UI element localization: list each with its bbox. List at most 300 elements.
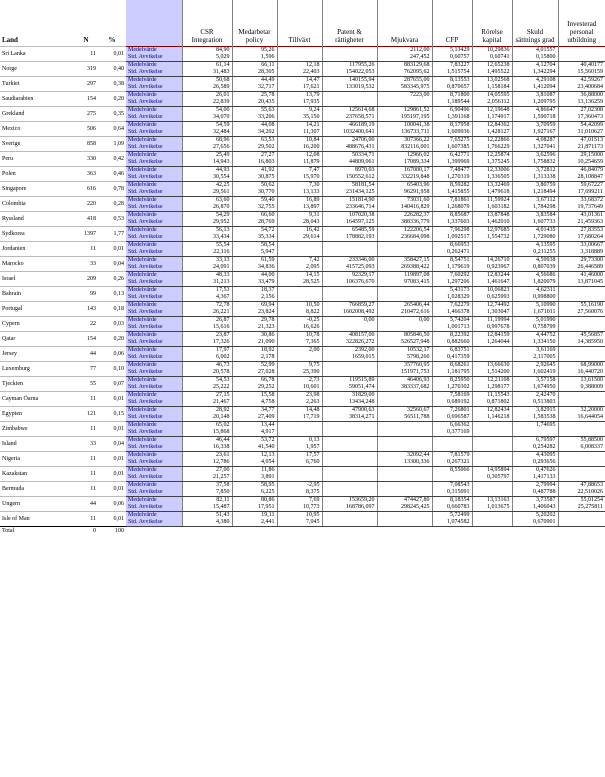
country-percent: 0,01	[98, 512, 126, 527]
value-cell: 5,029	[182, 54, 232, 62]
value-cell: 14,47	[277, 77, 322, 85]
value-cell: 13,133	[277, 189, 322, 197]
value-cell: 4,62311	[512, 287, 558, 295]
value-cell: 1,609936	[432, 129, 472, 137]
value-cell	[277, 249, 322, 257]
value-cell: 136733,711	[377, 129, 432, 137]
country-n: 220	[74, 197, 98, 212]
value-cell	[558, 467, 605, 475]
value-cell: 25,49	[182, 152, 232, 160]
country-name: Tjeckien	[0, 377, 74, 392]
header-rorelse: Rörelse kapital	[472, 0, 512, 47]
value-cell: 2,056112	[472, 99, 512, 107]
value-cell: 11,879	[277, 159, 322, 167]
value-cell: 29,252	[232, 384, 277, 392]
value-cell: 20,578	[182, 369, 232, 377]
country-n: 209	[74, 272, 98, 287]
value-cell: 4,367	[182, 294, 232, 302]
country-n: 33	[74, 257, 98, 272]
value-cell: 357760,95	[377, 362, 432, 370]
value-cell	[322, 512, 377, 520]
stat-label-mean: Medelvärde	[126, 482, 182, 490]
stat-label-mean: Medelvärde	[126, 272, 182, 280]
table-row	[0, 512, 605, 520]
value-cell: 48,33	[182, 272, 232, 280]
value-cell: 3,82915	[512, 407, 558, 415]
value-cell: 0,60757	[432, 54, 472, 62]
stat-label-mean: Medelvärde	[126, 77, 182, 85]
value-cell: 236684,098	[377, 234, 432, 242]
value-cell	[558, 429, 605, 437]
value-cell	[558, 294, 605, 302]
value-cell: 4,917	[232, 429, 277, 437]
value-cell: 44,08	[232, 122, 277, 130]
value-cell: 13,87848	[472, 212, 512, 220]
value-cell: 1,957	[277, 444, 322, 452]
stat-label-mean: Medelvärde	[126, 467, 182, 475]
country-n: 11	[74, 467, 98, 482]
value-cell: 15,616	[182, 324, 232, 332]
value-cell: 11,59924	[472, 197, 512, 205]
value-cell	[377, 242, 432, 250]
value-cell: 12,84159	[472, 332, 512, 340]
value-cell	[277, 467, 322, 475]
value-cell: 4,01435	[512, 227, 558, 235]
value-cell: 27,02308	[558, 107, 605, 115]
value-cell: 42,59267	[558, 77, 605, 85]
value-cell: 17,360473	[558, 114, 605, 122]
value-cell	[558, 47, 605, 55]
country-name: Singapore	[0, 182, 74, 197]
value-cell: 82,11	[182, 497, 232, 505]
value-cell: 43,01361	[558, 212, 605, 220]
value-cell: 55,88500	[558, 437, 605, 445]
value-cell: 69,94	[232, 302, 277, 310]
value-cell: 12,74492	[472, 302, 512, 310]
value-cell	[558, 512, 605, 520]
value-cell: 1,174917	[472, 114, 512, 122]
stat-label-std: Std. Avvikelse	[126, 129, 182, 137]
value-cell	[322, 437, 377, 445]
stat-label-mean: Medelvärde	[126, 452, 182, 460]
value-cell: 27,83553	[558, 227, 605, 235]
value-cell: 32,20000	[558, 407, 605, 415]
value-cell: 55,54	[182, 242, 232, 250]
value-cell: 3,318889	[558, 249, 605, 257]
value-cell: 17,719	[277, 414, 322, 422]
value-cell: 32560,67	[377, 407, 432, 415]
value-cell: 154022,053	[322, 69, 377, 77]
value-cell: 6,760	[277, 459, 322, 467]
value-cell: 1,415855	[432, 189, 472, 197]
value-cell	[377, 474, 432, 482]
value-cell: 34,202	[232, 129, 277, 137]
value-cell: 58,54	[232, 242, 277, 250]
value-cell: 1,74695	[512, 422, 558, 430]
value-cell: 17,53	[182, 287, 232, 295]
value-cell: 95,26	[232, 47, 277, 55]
value-cell: 14,05595	[472, 92, 512, 100]
value-cell: 4,01557	[512, 47, 558, 55]
stat-label-std: Std. Avvikelse	[126, 294, 182, 302]
value-cell: 210472,616	[377, 309, 432, 317]
value-cell: 1,927167	[512, 129, 558, 137]
value-cell: 7,65275	[432, 137, 472, 145]
value-cell: 34,836	[232, 264, 277, 272]
stat-label-std: Std. Avvikelse	[126, 459, 182, 467]
value-cell: 5,20202	[512, 512, 558, 520]
value-cell: 766859,27	[322, 302, 377, 310]
value-cell: 47,01513	[558, 137, 605, 145]
value-cell: 8,71800	[432, 92, 472, 100]
country-n: 143	[74, 302, 98, 317]
value-cell: 18,37	[232, 287, 277, 295]
value-cell: 7,60292	[432, 272, 472, 280]
value-cell: 168786,097	[322, 504, 377, 512]
value-cell: 10,773	[277, 504, 322, 512]
value-cell: 27,00	[182, 467, 232, 475]
value-cell: 8,17958	[432, 122, 472, 130]
value-cell: 44,93	[182, 167, 232, 175]
stat-label-std: Std. Avvikelse	[126, 354, 182, 362]
value-cell: 151814,90	[322, 197, 377, 205]
value-cell	[377, 437, 432, 445]
value-cell: 1,766229	[472, 144, 512, 152]
value-cell	[322, 467, 377, 475]
value-cell: 19,737649	[558, 204, 605, 212]
value-cell: 7,045	[277, 519, 322, 527]
country-n: 363	[74, 167, 98, 182]
value-cell: 4,59938	[512, 257, 558, 265]
value-cell: 14,26710	[472, 257, 512, 265]
value-cell	[322, 489, 377, 497]
value-cell: 12,22866	[472, 137, 512, 145]
value-cell: 30,86	[232, 332, 277, 340]
stat-label-std: Std. Avvikelse	[126, 144, 182, 152]
value-cell: 7,81579	[432, 452, 472, 460]
value-cell: 0,998800	[512, 294, 558, 302]
table-row	[0, 407, 605, 415]
value-cell: 32,755	[232, 204, 277, 212]
value-cell: 63,60	[182, 197, 232, 205]
value-cell: 68,96	[182, 137, 232, 145]
value-cell: 2,92645	[512, 362, 558, 370]
value-cell: 8,25950	[432, 377, 472, 385]
value-cell: 14,943	[182, 159, 232, 167]
value-cell: 6,90496	[432, 107, 472, 115]
value-cell: 0,997678	[472, 324, 512, 332]
value-cell: 1,218494	[512, 189, 558, 197]
value-cell	[322, 482, 377, 490]
value-cell: 2,156	[232, 294, 277, 302]
value-cell: 1,303047	[472, 309, 512, 317]
value-cell: 13434,248	[322, 399, 377, 407]
value-cell: 63,53	[232, 137, 277, 145]
value-cell	[322, 429, 377, 437]
value-cell: 1,146218	[472, 414, 512, 422]
value-cell: 119515,89	[322, 377, 377, 385]
value-cell	[472, 519, 512, 527]
value-cell: 21,871173	[558, 144, 605, 152]
value-cell	[377, 429, 432, 437]
value-cell	[322, 362, 377, 370]
value-cell: 33,68372	[558, 197, 605, 205]
value-cell: 10,78	[277, 332, 322, 340]
value-cell: 20,435	[232, 99, 277, 107]
country-name: Egypten	[0, 407, 74, 422]
value-cell: 13300,336	[377, 459, 432, 467]
value-cell: 16,42	[277, 227, 322, 235]
stat-label-std: Std. Avvikelse	[126, 444, 182, 452]
value-cell: 33,00667	[558, 242, 605, 250]
country-percent: 0,01	[98, 47, 126, 62]
value-cell	[472, 512, 512, 520]
value-cell: 233346,00	[322, 257, 377, 265]
value-cell: 167000,17	[377, 167, 432, 175]
value-cell: 1,074582	[432, 519, 472, 527]
stat-label-mean: Medelvärde	[126, 422, 182, 430]
value-cell: -0,25	[277, 317, 322, 325]
stat-label-std: Std. Avvikelse	[126, 369, 182, 377]
value-cell	[377, 392, 432, 400]
country-name: Marocko	[0, 257, 74, 272]
value-cell: 2,73	[277, 377, 322, 385]
value-cell: 0,15800	[512, 54, 558, 62]
value-cell	[377, 482, 432, 490]
stat-label-std: Std. Avvikelse	[126, 249, 182, 257]
value-cell: 1,268079	[432, 204, 472, 212]
value-cell: 26,589	[182, 84, 232, 92]
value-cell: 21,257	[182, 474, 232, 482]
value-cell: 5,10990	[512, 302, 558, 310]
value-cell: 526527,948	[377, 339, 432, 347]
country-n: 11	[74, 512, 98, 527]
value-cell: 20,148	[182, 414, 232, 422]
value-cell: 233646,714	[322, 204, 377, 212]
value-cell: 1,209795	[512, 99, 558, 107]
value-cell: 13,02568	[472, 77, 512, 85]
stat-label-std: Std. Avvikelse	[126, 489, 182, 497]
value-cell: 44,49	[232, 77, 277, 85]
value-cell: 22,116	[182, 249, 232, 257]
value-cell: 0,254282	[512, 444, 558, 452]
stat-label-mean: Medelvärde	[126, 152, 182, 160]
value-cell: 298245,425	[377, 504, 432, 512]
value-cell: 59,67227	[558, 182, 605, 190]
country-percent: 0,10	[98, 362, 126, 377]
country-n: 297	[74, 77, 98, 92]
value-cell: 1,479618	[472, 189, 512, 197]
country-percent: 0,01	[98, 482, 126, 497]
stat-label-mean: Medelvärde	[126, 167, 182, 175]
value-cell: 28,043	[277, 219, 322, 227]
value-cell: 117955,26	[322, 62, 377, 70]
value-cell: 10,06823	[472, 287, 512, 295]
value-cell: 1,179619	[432, 264, 472, 272]
value-cell: 0,60741	[472, 54, 512, 62]
value-cell: 1,515754	[432, 69, 472, 77]
table-row	[0, 182, 605, 190]
value-cell: 12,65238	[472, 62, 512, 70]
value-cell: 762095,62	[377, 69, 432, 77]
value-cell	[322, 324, 377, 332]
value-cell: 805846,50	[377, 332, 432, 340]
value-cell: 474427,80	[377, 497, 432, 505]
value-cell: 52,99	[232, 362, 277, 370]
stat-label-mean: Medelvärde	[126, 47, 182, 55]
value-cell: 21,459363	[558, 219, 605, 227]
value-cell: 54,72	[232, 227, 277, 235]
value-cell: 54,00	[182, 107, 232, 115]
value-cell: 29,73300	[558, 257, 605, 265]
country-percent: 0,01	[98, 452, 126, 467]
value-cell: 28,108847	[558, 174, 605, 182]
value-cell: 31,213	[182, 279, 232, 287]
value-cell: 1602008,492	[322, 309, 377, 317]
value-cell: 1,013675	[472, 504, 512, 512]
table-row	[0, 467, 605, 475]
value-cell: 1,674950	[512, 384, 558, 392]
value-cell	[322, 369, 377, 377]
stat-label-std: Std. Avvikelse	[126, 159, 182, 167]
value-cell: 17,97	[182, 347, 232, 355]
value-cell	[472, 437, 512, 445]
value-cell: 10,84	[277, 137, 322, 145]
table-row	[0, 497, 605, 505]
country-n: 11	[74, 482, 98, 497]
value-cell: 12,18	[277, 62, 322, 70]
country-n: 77	[74, 362, 98, 377]
value-cell: 125614,68	[322, 107, 377, 115]
value-cell: 6,225	[232, 489, 277, 497]
table-row	[0, 452, 605, 460]
value-cell	[558, 452, 605, 460]
country-name: Jordanien	[0, 242, 74, 257]
value-cell: 16,89	[277, 197, 322, 205]
stat-label-std: Std. Avvikelse	[126, 324, 182, 332]
value-cell: 0,670901	[512, 519, 558, 527]
country-percent: 0,64	[98, 122, 126, 137]
value-cell: 96291,958	[377, 189, 432, 197]
header-row	[0, 0, 605, 47]
value-cell	[432, 444, 472, 452]
value-cell: 119897,08	[377, 272, 432, 280]
stat-label-mean: Medelvärde	[126, 107, 182, 115]
value-cell: 4,08287	[512, 137, 558, 145]
table-row	[0, 122, 605, 130]
country-n: 616	[74, 182, 98, 197]
value-cell: 4,29108	[512, 77, 558, 85]
value-cell: 140416,829	[377, 204, 432, 212]
value-cell: 15,868	[182, 429, 232, 437]
value-cell: 73031,60	[377, 197, 432, 205]
value-cell	[277, 429, 322, 437]
country-n: 11	[74, 452, 98, 467]
value-cell: 2,178	[232, 354, 277, 362]
value-cell	[472, 489, 512, 497]
value-cell: 15,970	[277, 174, 322, 182]
value-cell: 1,466378	[432, 309, 472, 317]
table-row	[0, 212, 605, 220]
country-n: 44	[74, 347, 98, 362]
value-cell: 4,43095	[512, 452, 558, 460]
header-stat	[126, 0, 182, 47]
stat-label-std: Std. Avvikelse	[126, 264, 182, 272]
value-cell: 1,001713	[432, 324, 472, 332]
value-cell: 16,626	[277, 324, 322, 332]
value-cell	[322, 444, 377, 452]
value-cell: 5,13429	[432, 47, 472, 55]
value-cell: 41,540	[232, 444, 277, 452]
value-cell: 17,951	[232, 504, 277, 512]
value-cell: 237658,571	[322, 114, 377, 122]
value-cell: 17089,334	[377, 159, 432, 167]
value-cell: 0,267321	[432, 459, 472, 467]
country-n: 275	[74, 107, 98, 122]
country-percent: 0,26	[98, 272, 126, 287]
value-cell: 0,513803	[512, 399, 558, 407]
country-name: Cypern	[0, 317, 74, 332]
value-cell	[322, 474, 377, 482]
country-name: Nigeria	[0, 452, 74, 467]
value-cell: 1,406043	[512, 504, 558, 512]
value-cell: 307366,22	[377, 137, 432, 145]
value-cell: 12,83244	[472, 272, 512, 280]
value-cell: 29,502	[232, 144, 277, 152]
table-row	[0, 152, 605, 160]
country-name: Bermuda	[0, 482, 74, 497]
table-row	[0, 392, 605, 400]
stat-label-mean: Medelvärde	[126, 92, 182, 100]
value-cell: 13,66630	[472, 362, 512, 370]
value-cell: 25,390	[277, 369, 322, 377]
table-row	[0, 437, 605, 445]
table-row	[0, 47, 605, 55]
value-cell: 287655,00	[377, 77, 432, 85]
value-cell: 28,92	[182, 407, 232, 415]
value-cell: 31829,00	[322, 392, 377, 400]
value-cell: 7,69	[277, 497, 322, 505]
value-cell: 23,98	[277, 392, 322, 400]
stat-label-mean: Medelvärde	[126, 122, 182, 130]
value-cell: 1,758832	[512, 159, 558, 167]
value-cell	[377, 287, 432, 295]
value-cell: 54,59	[182, 122, 232, 130]
value-cell: 3,62596	[512, 152, 558, 160]
value-cell: 1,583538	[512, 414, 558, 422]
header-tillvaxt: Tillväxt	[277, 0, 322, 47]
value-cell: 11,307	[277, 129, 322, 137]
value-cell: 7,83227	[432, 62, 472, 70]
value-cell: 1,495522	[472, 69, 512, 77]
value-cell: 153659,20	[322, 497, 377, 505]
stat-label-std: Std. Avvikelse	[126, 234, 182, 242]
value-cell: 72,78	[182, 302, 232, 310]
table-row	[0, 287, 605, 295]
value-cell: 17,621	[277, 84, 322, 92]
country-percent: 0,40	[98, 62, 126, 77]
stat-label-std: Std. Avvikelse	[126, 339, 182, 347]
value-cell: 61,59	[232, 257, 277, 265]
country-name: Colombia	[0, 197, 74, 212]
stat-label-std: Std. Avvikelse	[126, 204, 182, 212]
value-cell: 58181,54	[322, 182, 377, 190]
country-n: 44	[74, 497, 98, 512]
value-cell	[377, 99, 432, 107]
value-cell: 10,601	[277, 384, 322, 392]
stat-label-std: Std. Avvikelse	[126, 174, 182, 182]
value-cell: 46,84079	[558, 167, 605, 175]
